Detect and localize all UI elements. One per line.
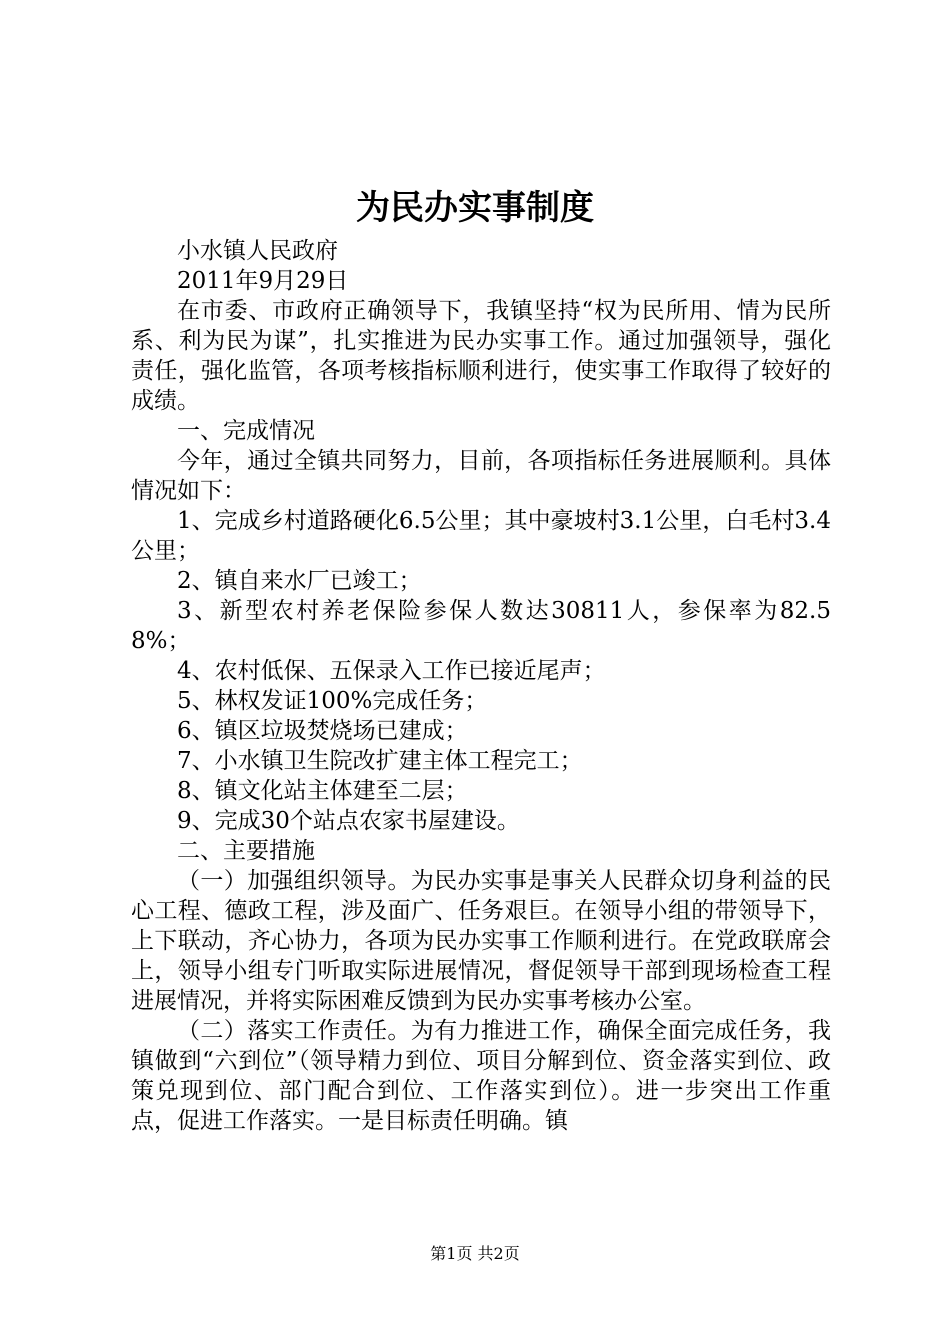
document-title: 为民办实事制度 [356,188,594,228]
issuer-line: 小水镇人民政府 [177,238,338,264]
list-item: 9、完成30个站点农家书屋建设。 [177,808,520,834]
section-heading: 二、主要措施 [177,838,315,864]
list-item: 2、镇自来水厂已竣工； [177,568,422,594]
list-item: 3、新型农村养老保险参保人数达30811人，参保率为82.58%； [131,598,831,654]
paragraph: （一）加强组织领导。为民办实事是事关人民群众切身利益的民心工程、德政工程，涉及面广、任务艰巨。在领导小组的带领导下，上下联动，齐心协力，各项为民办实事工作顺利进行。在党政联席会上，领导小组专门听取实际进展情况，督促领导干部到现场检查工程进展情况，并将实际困难反馈到为民办实事考核办公室。 [131,868,831,1014]
date-line: 2011年9月29日 [177,268,349,294]
paragraph: 在市委、市政府正确领导下，我镇坚持“权为民所用、情为民所系、利为民为谋”，扎实推进为民办实事工作。通过加强领导，强化责任，强化监管，各项考核指标顺利进行，使实事工作取得了较好的成绩。 [131,298,831,414]
list-item: 7、小水镇卫生院改扩建主体工程完工； [177,748,583,774]
list-item: 8、镇文化站主体建至二层； [177,778,468,804]
document-body [131,236,831,1136]
list-item: 5、林权发证100%完成任务； [177,688,488,714]
section-heading: 一、完成情况 [177,418,315,444]
paragraph: （二）落实工作责任。为有力推进工作，确保全面完成任务，我镇做到“六到位”（领导精力到位、项目分解到位、资金落实到位、政策兑现到位、部门配合到位、工作落实到位）。进一步突出工作重点，促进工作落实。一是目标责任明确。镇 [131,1018,831,1134]
list-item: 4、农村低保、五保录入工作已接近尾声； [177,658,606,684]
list-item: 1、完成乡村道路硬化6.5公里；其中豪坡村3.1公里，白毛村3.4公里； [131,508,831,564]
list-item: 6、镇区垃圾焚烧场已建成； [177,718,468,744]
page-footer: 第1页 共2页 [430,1244,520,1263]
paragraph: 今年，通过全镇共同努力，目前，各项指标任务进展顺利。具体情况如下： [131,448,831,504]
